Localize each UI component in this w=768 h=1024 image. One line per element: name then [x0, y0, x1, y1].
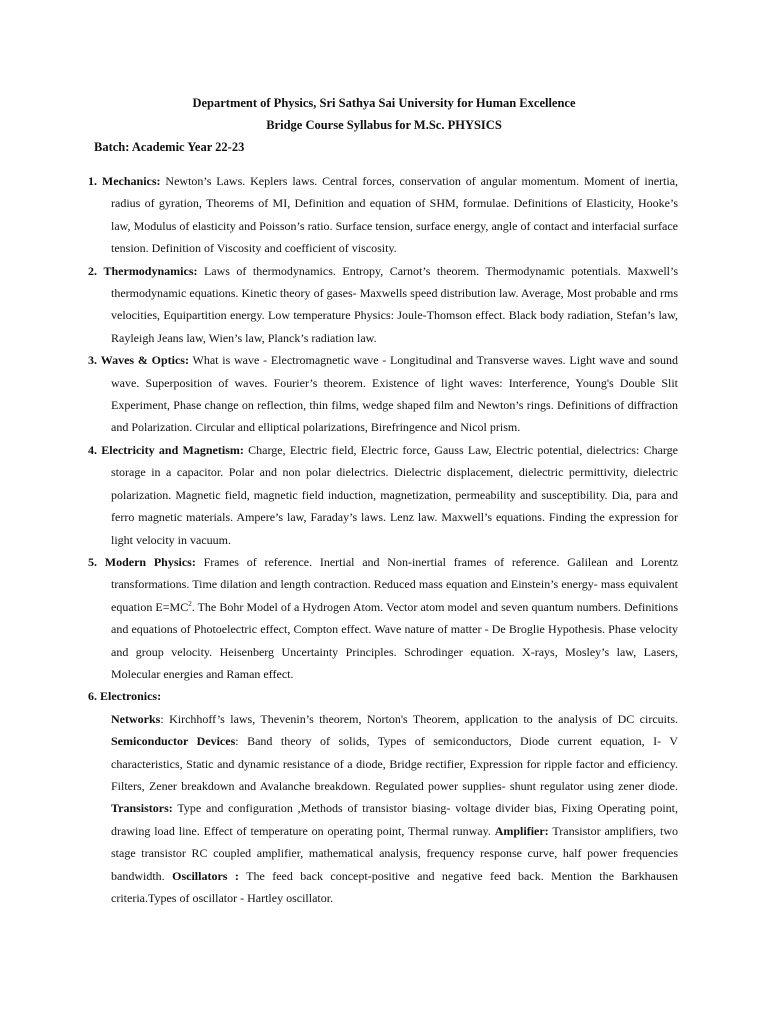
- transistors-body: Type and configuration ,Methods of transistor biasing- voltage divider bias, Fixing Operating point, drawing load line. Effect of temperature on operating point, Thermal runway.: [111, 801, 678, 838]
- section-title: Waves & Optics:: [100, 353, 189, 368]
- transistors-title: Transistors:: [111, 801, 173, 816]
- section-body-part2: . The Bohr Model of a Hydrogen Atom. Vector atom model and seven quantum numbers. Definitions and equations of Photoelectric effect, Compton effect. Wave nature of matter - De Broglie Hypothesis. Phase velocity and group velocity. Heisenberg Uncertainty Principles. Schrodinger equation. X-rays, Mosley’s law, Lasers, Molecular energies and Raman effect.: [111, 599, 679, 681]
- section-number: 2.: [88, 263, 97, 278]
- section-body: Charge, Electric field, Electric force, Gauss Law, Electric potential, dielectrics: Charge storage in a capacitor. Polar and non polar dielectrics. Dielectric displacement, dielectric permittivity, dielectric polarization. Magnetic field, magnetic field induction, magnetization, permeability and susceptibility. Dia, para and ferro magnetic materials. Ampere’s law, Faraday’s laws. Lenz law. Maxwell’s equations. Finding the expression for light velocity in vacuum.: [111, 442, 679, 547]
- section-body-part1: Frames of reference. Inertial and Non-inertial frames of reference. Galilean and Lorentz transformations. Time dilation and length contraction. Reduced mass equation and Einstein’s energy- mass equivalent equation E=MC: [111, 554, 679, 614]
- section-electricity-magnetism: [88, 439, 678, 551]
- batch-label: Batch: Academic Year 22-23: [94, 140, 245, 154]
- section-waves-optics: [88, 349, 678, 439]
- section-body: Laws of thermodynamics. Entropy, Carnot’s theorem. Thermodynamic potentials. Maxwell’s thermodynamic equations. Kinetic theory of gases- Maxwells speed distribution law. Average, Most probable and rms velocities, Equipartition energy. Low temperature Physics: Joule-Thomson effect. Black body radiation, Stefan’s law, Rayleigh Jeans law, Wien’s law, Planck’s radiation law.: [111, 263, 679, 345]
- semiconductor-body: : Band theory of solids, Types of semiconductors, Diode current equation, I- V characteristics, Static and dynamic resistance of a diode, Bridge rectifier, Expression for ripple factor and efficiency. Filters, Zener breakdown and Avalanche breakdown. Regulated power supplies- shunt regulator using zener diode.: [111, 734, 678, 793]
- section-title: Electricity and Magnetism:: [101, 442, 244, 457]
- oscillators-title: Oscillators :: [172, 868, 239, 883]
- department-title: Department of Physics, Sri Sathya Sai University for Human Excellence: [192, 96, 576, 110]
- semiconductor-title: Semiconductor Devices: [111, 734, 236, 749]
- section-thermodynamics: [88, 260, 678, 350]
- section-title: Electronics:: [100, 689, 162, 704]
- amplifier-title: Amplifier:: [494, 823, 549, 838]
- section-body: Newton’s Laws. Keplers laws. Central forces, conservation of angular momentum. Moment of inertia, radius of gyration, Theorems of MI, Definition and equation of SHM, formulae. Definitions of Elasticity, Hooke’s law, Modulus of elasticity and Poisson’s ratio. Surface tension, surface energy, angle of contact and interfacial surface tension. Definition of Viscosity and coefficient of viscosity.: [111, 174, 679, 256]
- course-title: Bridge Course Syllabus for M.Sc. PHYSICS: [266, 118, 502, 132]
- oscillators-body: The feed back concept-positive and negative feed back. Mention the Barkhausen criteria.Types of oscillator - Hartley oscillator.: [111, 868, 678, 905]
- section-title: Mechanics:: [101, 174, 161, 188]
- section-number: 6.: [88, 689, 97, 704]
- section-electronics: [88, 685, 678, 707]
- section-body: What is wave - Electromagnetic wave - Longitudinal and Transverse waves. Light wave and sound wave. Superposition of waves. Fourier’s theorem. Existence of light waves: Interference, Young's Double Slit Experiment, Phase change on reflection, thin films, wedge shaped film and Newton’s rings. Definitions of diffraction and Polarization. Circular and elliptical polarizations, Birefringence and Nicol prism.: [111, 353, 678, 435]
- superscript: 2: [188, 599, 192, 608]
- networks-body: : Kirchhoff’s laws, Thevenin’s theorem, Norton's Theorem, application to the analysis of DC circuits.: [160, 711, 678, 726]
- section-title: Modern Physics:: [104, 554, 196, 569]
- section-number: 4.: [88, 442, 97, 457]
- section-title: Thermodynamics:: [103, 263, 198, 278]
- networks-title: Networks: [111, 711, 161, 726]
- electronics-body: [88, 708, 678, 910]
- document-header: [0, 92, 768, 136]
- section-number: 1.: [88, 174, 97, 188]
- syllabus-sections: [88, 170, 678, 909]
- section-mechanics: [88, 170, 678, 260]
- amplifier-body: Transistor amplifiers, two stage transistor RC coupled amplifier, mathematical analysis, frequency response curve, half power frequencies bandwidth.: [111, 823, 678, 883]
- section-modern-physics: [88, 551, 678, 685]
- section-number: 3.: [88, 353, 97, 368]
- section-number: 5.: [88, 554, 97, 569]
